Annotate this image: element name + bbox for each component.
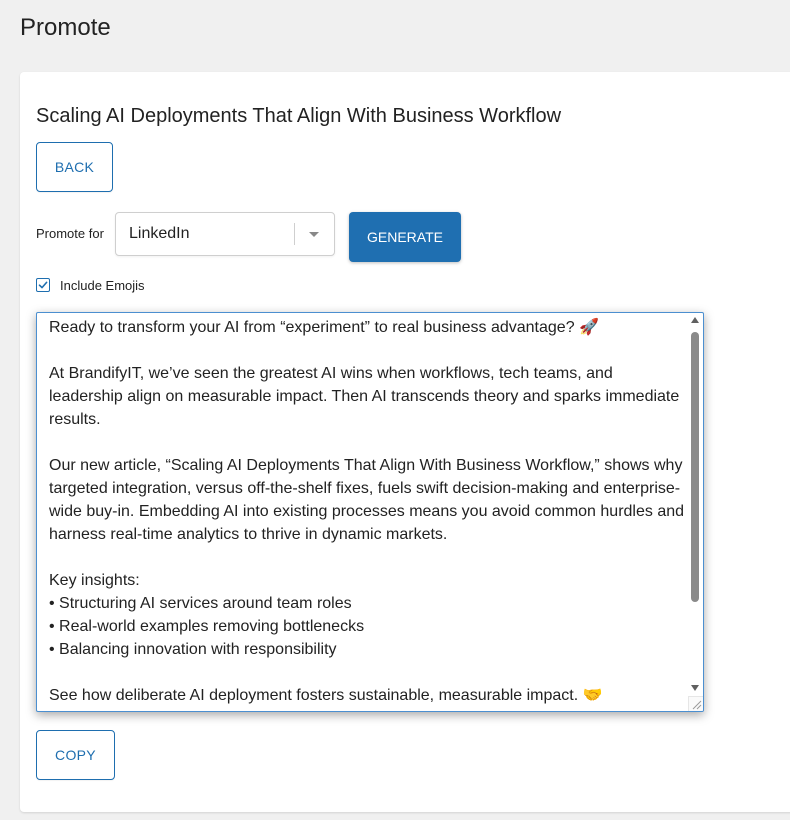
- post-paragraph-2: At BrandifyIT, we’ve seen the greatest AI wins when workflows, tech teams, and leadership align on measurable impact. Then AI transcends theory and sparks immediate results.: [49, 365, 680, 428]
- page-title: Promote: [20, 14, 111, 41]
- resize-handle-icon[interactable]: [688, 696, 703, 711]
- promote-for-label: Promote for: [36, 226, 104, 241]
- post-line-1: Ready to transform your AI from “experiment” to real business advantage? 🚀: [49, 319, 599, 336]
- promote-card: [20, 72, 790, 812]
- generated-post-textarea[interactable]: [36, 312, 704, 712]
- post-insights-heading: Key insights:: [49, 572, 140, 589]
- platform-select[interactable]: [115, 212, 335, 256]
- textarea-scrollbar[interactable]: [688, 314, 702, 694]
- back-button[interactable]: BACK: [36, 142, 113, 192]
- platform-select-value: LinkedIn: [129, 225, 190, 242]
- scroll-up-arrow-icon[interactable]: [691, 317, 699, 323]
- checkmark-icon: [38, 280, 48, 290]
- copy-button[interactable]: COPY: [36, 730, 115, 780]
- generate-button[interactable]: GENERATE: [349, 212, 461, 262]
- post-closing: See how deliberate AI deployment fosters sustainable, measurable impact. 🤝: [49, 687, 603, 704]
- select-divider: [294, 223, 295, 245]
- post-insight-3: • Balancing innovation with responsibility: [49, 641, 337, 658]
- post-insight-1: • Structuring AI services around team roles: [49, 595, 352, 612]
- include-emojis-checkbox[interactable]: [36, 278, 50, 292]
- include-emojis-row: [36, 277, 145, 293]
- generated-post-content: [49, 316, 689, 712]
- scroll-thumb[interactable]: [691, 332, 699, 602]
- include-emojis-label: Include Emojis: [60, 277, 145, 293]
- article-title: Scaling AI Deployments That Align With Business Workflow: [36, 105, 562, 127]
- post-paragraph-3: Our new article, “Scaling AI Deployments That Align With Business Workflow,” shows why targeted integration, versus off-the-shelf fixes, fuels swift decision-making and enterprise-wide buy-in. Embedding AI into existing processes means you avoid common hurdles and harness real-time analytics to thrive in dynamic markets.: [49, 457, 685, 543]
- post-insight-2: • Real-world examples removing bottlenecks: [49, 618, 365, 635]
- scroll-down-arrow-icon[interactable]: [691, 685, 699, 691]
- chevron-down-icon[interactable]: [309, 232, 319, 237]
